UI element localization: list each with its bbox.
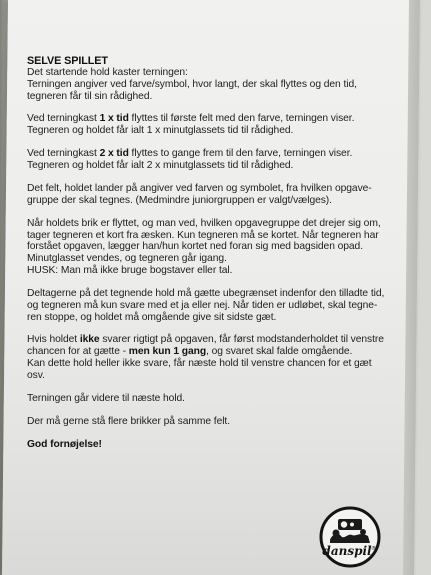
bold-run: men kun 1 gang — [128, 346, 207, 358]
bold-run: 2 x tid — [99, 148, 129, 160]
document-body — [27, 55, 387, 462]
document-title: SELVE SPILLET — [27, 55, 108, 67]
logo-registered-mark: ® — [371, 546, 377, 552]
paragraph-one-x-time — [27, 113, 387, 137]
text-run: svarer rigtigt på opgaven, får først modstanderholdet til venstre chancen for at gætte - — [27, 334, 384, 358]
closing-greeting: God fornøjelse! — [27, 438, 102, 450]
text-run: flyttes to gange frem til den farve, terningen viser. Tegneren og holdet får ialt 2 x minutglassets tid til rådighed. — [27, 148, 353, 171]
paragraph-drawing-card: Når holdets brik er flyttet, og man ved, hvilken opgavegruppe det drejer sig om, tager tegneren et kort fra æsken. Kun tegneren må se kortet. Når tegneren har forstået opgaven, lægger han/hun kortet ned foran sig med bagsiden opad. Minutglasset vendes, og tegneren går igang. HUSK: Man må ikke bruge bogstaver eller tal. — [27, 217, 381, 276]
paragraph-intro: Det startende hold kaster terningen: Terningen angiver ved farve/symbol, hvor langt, der skal flyttes og den tid, tegneren får til sin rådighed. — [27, 67, 357, 102]
text-run: Hvis holdet — [27, 334, 80, 346]
bold-run: 1 x tid — [99, 113, 129, 125]
text-run: Ved terningkast — [27, 148, 100, 160]
paper-edge — [403, 0, 420, 575]
danspil-logo — [316, 506, 384, 568]
logo-wordmark: danspil — [322, 544, 372, 558]
paragraph-field-category: Det felt, holdet lander på angiver ved farven og symbolet, fra hvilken opgave- gruppe der skal tegnes. (Medmindre juniorgruppen er valgt/vælges). — [27, 182, 372, 206]
paragraph-two-x-time — [27, 148, 387, 172]
paragraph-same-field: Der må gerne stå flere brikker på samme felt. — [27, 415, 230, 427]
paragraph-wrong-answer — [27, 334, 387, 381]
paragraph-guessing: Deltagerne på det tegnende hold må gætte ubegrænset indenfor den tilladte tid, og tegneren må kun svare med et ja eller nej. Når tiden er udløbet, skal tegne- ren stoppe, og holdet må omgående give sit sidste gæt. — [27, 287, 385, 323]
bold-run: ikke — [79, 334, 100, 346]
text-run: , og svaret skal falde omgående. Kan dette hold heller ikke svare, får næste hold til venstre chancen for et gæt osv. — [27, 346, 372, 381]
paragraph-next-team: Terningen går videre til næste hold. — [27, 392, 185, 404]
text-run: Ved terningkast — [27, 113, 100, 125]
text-run: flyttes til første felt med den farve, terningen viser. Tegneren og holdet får ialt 1 x minutglassets tid til rådighed. — [27, 113, 355, 137]
